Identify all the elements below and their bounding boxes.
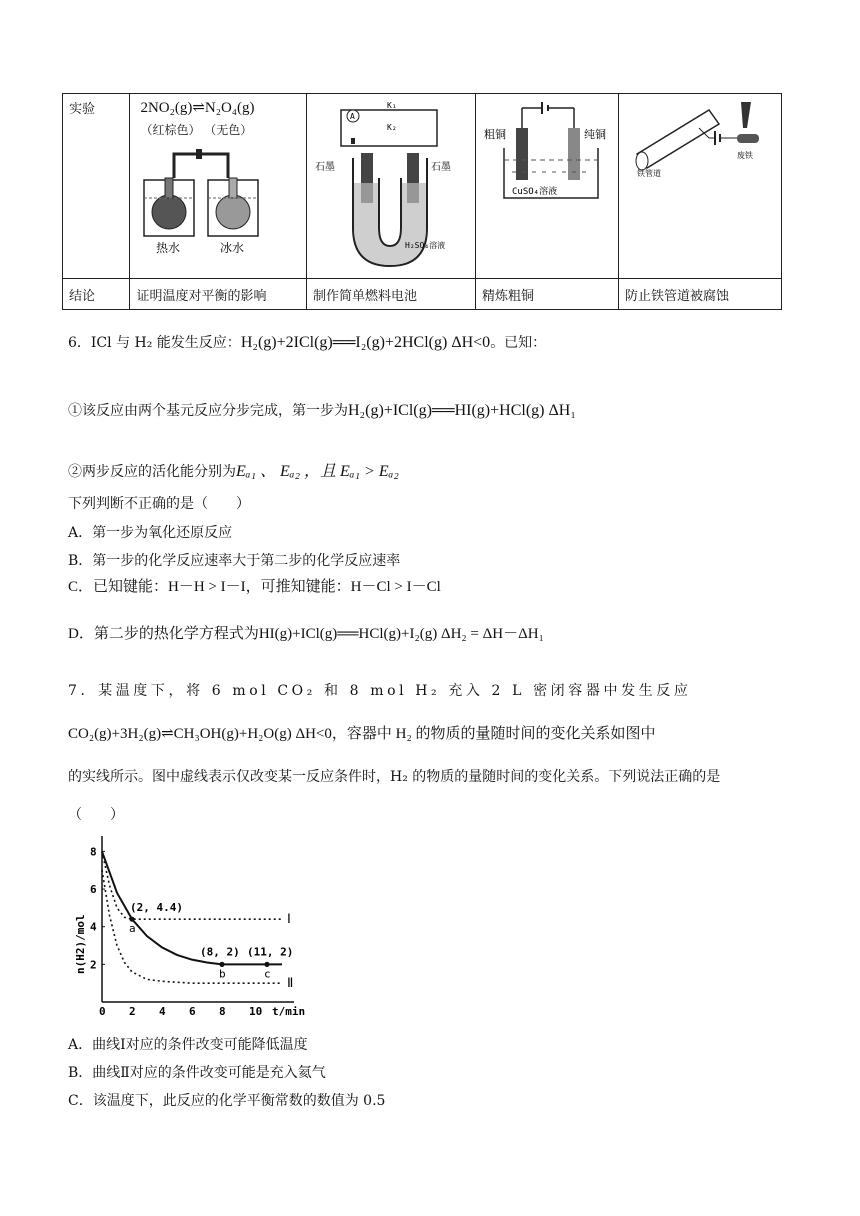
- experiment-table: [62, 93, 782, 310]
- x-tick-label: 8: [219, 1005, 226, 1018]
- point-coord-c: (11, 2): [247, 945, 294, 959]
- q6-option-d: D．第二步的热化学方程式为HI(g)+ICl(g)══HCl(g)+I₂(g) ΔH₂ = ΔH－ΔH₁: [68, 626, 544, 642]
- label-scrap-iron: 废铁: [736, 151, 753, 160]
- label-cuso4: CuSO₄溶液: [511, 187, 558, 197]
- q6-option-a: A．第一步为氧化还原反应: [68, 525, 233, 541]
- point-letter-c: c: [264, 967, 271, 981]
- h2-amount-chart: [72, 836, 322, 1022]
- x-tick-label: 6: [189, 1005, 196, 1018]
- q7-line-1: 7．某温度下，将 6 mol CO₂ 和 8 mol H₂ 充入 2 L 密闭容器中发生反应: [68, 683, 692, 699]
- y-tick-label: 2: [90, 958, 97, 972]
- q6-option-b: B．第一步的化学反应速率大于第二步的化学反应速率: [68, 553, 401, 569]
- q7-option-a: A．曲线Ⅰ对应的条件改变可能降低温度: [68, 1037, 308, 1053]
- cell-fuel-cell: [306, 94, 475, 279]
- ammeter-label: A: [349, 112, 355, 121]
- x-tick-label: 2: [129, 1005, 136, 1018]
- q6-option-c: C．已知键能：H－H > I－I，可推知键能：H－Cl > I－Cl: [68, 579, 441, 595]
- conclusion-1: 证明温度对平衡的影响: [130, 279, 307, 310]
- q6-stem-suffix: 。已知：: [490, 335, 547, 351]
- q7-line-2: CO₂(g)+3H₂(g)⇌CH₃OH(g)+H₂O(g) ΔH<0，容器中 H₂ 的物质的量随时间的变化关系如图中: [68, 726, 656, 742]
- conclusion-3: 精炼粗铜: [475, 279, 618, 310]
- switch-k1-label: K₁: [386, 101, 397, 110]
- q6-stem: [68, 332, 546, 352]
- q6-stem-prefix: 6．ICl 与 H₂ 能发生反应：: [68, 335, 241, 351]
- point-coord-a: (2, 4.4): [130, 901, 183, 915]
- label-ice-water: 冰水: [220, 241, 245, 255]
- y-tick-label: 6: [90, 883, 97, 897]
- q7-option-c: C．该温度下，此反应的化学平衡常数的数值为 0.5: [68, 1093, 386, 1109]
- label-pure-copper: 纯铜: [583, 128, 606, 141]
- point-a: [129, 917, 134, 922]
- label-iron-pipe: 铁管道: [636, 169, 661, 178]
- series-label-2: Ⅰ: [287, 912, 291, 928]
- point-c: [264, 962, 269, 967]
- switch-k2-label: K₂: [386, 123, 397, 132]
- q6-stem-equation: H₂(g)+2ICl(g)══I₂(g)+2HCl(g) ΔH<0: [240, 334, 491, 351]
- q6-step1-equation: H₂(g)+ICl(g)══HI(g)+HCl(g) ΔH₁: [348, 402, 576, 419]
- q6-condition-2: ②两步反应的活化能分别为Eₐ₁ 、 Eₐ₂ ，且 Eₐ₁ > Eₐ₂: [68, 463, 399, 480]
- y-axis-label: n(H2)/mol: [74, 914, 87, 974]
- label-graphite-left: 石墨: [314, 162, 335, 173]
- y-tick-label: 8: [90, 845, 97, 859]
- color-note-colorless: （无色）: [204, 123, 253, 137]
- point-coord-b: (8, 2): [200, 945, 240, 959]
- conclusion-2: 制作简单燃料电池: [306, 279, 475, 310]
- pipe-protection-diagram: [625, 98, 775, 178]
- label-graphite-right: 石墨: [430, 162, 451, 173]
- label-h2so4: H₂SO₄溶液: [404, 241, 446, 250]
- point-b: [219, 962, 224, 967]
- q6-ask: 下列判断不正确的是（ ）: [68, 496, 250, 512]
- label-hot-water: 热水: [156, 241, 181, 255]
- row-label-experiment: 实验: [63, 94, 130, 279]
- row-label-conclusion: 结论: [63, 279, 130, 310]
- label-crude-copper: 粗铜: [483, 128, 506, 141]
- point-letter-a: a: [129, 922, 136, 936]
- x-axis-label: t/min: [272, 1005, 306, 1018]
- q7-option-b: B．曲线Ⅱ对应的条件改变可能是充入氦气: [68, 1065, 326, 1081]
- q6-activation-energies: Eₐ₁ 、 Eₐ₂ ，且 Eₐ₁ > Eₐ₂: [236, 463, 399, 480]
- cell-refining-copper: [475, 94, 618, 279]
- cell-cathodic-protection: [618, 94, 781, 279]
- x-tick-label: 4: [159, 1005, 166, 1018]
- color-note-red-brown: （红棕色）: [140, 123, 201, 137]
- q7-line-4: （ ）: [68, 807, 124, 823]
- y-tick-label: 4: [90, 920, 97, 934]
- series-label-3: Ⅱ: [287, 976, 294, 992]
- u-tube-fuel-cell-diagram: [313, 98, 469, 270]
- x-tick-label: 10: [249, 1005, 263, 1018]
- q7-line-3: 的实线所示。图中虚线表示仅改变某一反应条件时，H₂ 的物质的量随时间的变化关系。下列说法正确的是: [68, 769, 721, 785]
- two-flask-diagram: [136, 138, 286, 256]
- cell-no2-equilibrium: [130, 94, 307, 279]
- point-letter-b: b: [219, 967, 226, 981]
- electrolysis-diagram: [482, 98, 612, 218]
- equilibrium-equation: 2NO₂(g)⇌N₂O₄(g): [140, 100, 255, 116]
- x-tick-label: 0: [99, 1005, 106, 1018]
- conclusion-4: 防止铁管道被腐蚀: [618, 279, 781, 310]
- series-line-2: [102, 851, 282, 919]
- q6-condition-1: ①该反应由两个基元反应分步完成，第一步为H₂(g)+ICl(g)══HI(g)+HCl(g) ΔH₁: [68, 402, 576, 419]
